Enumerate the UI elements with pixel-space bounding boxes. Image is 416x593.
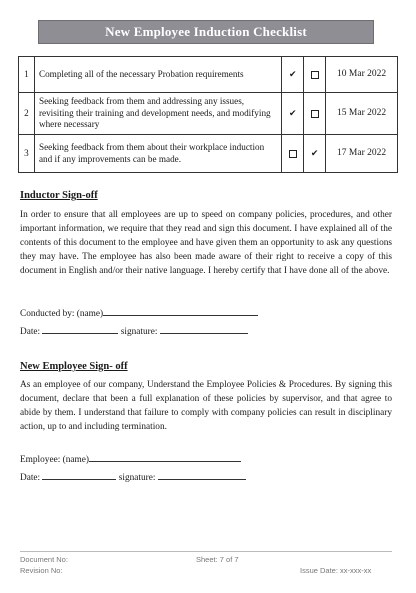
checkmark-icon: ✔ bbox=[288, 68, 297, 79]
row-date: 15 Mar 2022 bbox=[326, 93, 398, 135]
yes-checkbox[interactable] bbox=[282, 93, 304, 135]
checklist-row bbox=[19, 93, 398, 135]
employee-name-row bbox=[20, 453, 241, 465]
no-checkbox[interactable] bbox=[304, 93, 326, 135]
inductor-heading: Inductor Sign-off bbox=[20, 190, 98, 201]
row-description: Seeking feedback from them and addressing any issues, revisiting their training and development needs, and modifying where necessary bbox=[34, 93, 281, 135]
employee-date-label: Date: bbox=[20, 473, 41, 483]
row-date: 10 Mar 2022 bbox=[326, 57, 398, 93]
footer-issue-date: Issue Date: xx-xxx-xx bbox=[300, 566, 372, 575]
employee-name-field[interactable] bbox=[89, 453, 241, 462]
row-number: 2 bbox=[19, 93, 35, 135]
no-checkbox[interactable] bbox=[304, 135, 326, 173]
checklist-row bbox=[19, 57, 398, 93]
footer-revision-no: Revision No: bbox=[20, 566, 63, 575]
conducted-by-field[interactable] bbox=[103, 307, 258, 316]
empty-box-icon bbox=[311, 71, 319, 79]
empty-box-icon bbox=[289, 150, 297, 158]
employee-paragraph: As an employee of our company, Understand the Employee Policies & Procedures. By signing this document, declare that been a full explanation of these policies by supervisor, and that agree to abide by them. I understand that failure to comply with company policies can result in disciplinary action, up to and including termination. bbox=[20, 380, 392, 432]
employee-name-label: Employee: (name) bbox=[20, 455, 89, 465]
row-number: 3 bbox=[19, 135, 35, 173]
row-description: Seeking feedback from them about their workplace induction and if any improvements can be made. bbox=[34, 135, 281, 173]
checkmark-icon: ✔ bbox=[288, 107, 297, 118]
employee-signature-field[interactable] bbox=[158, 471, 246, 480]
inductor-paragraph: In order to ensure that all employees are up to speed on company policies, procedures, and other important information, we require that they read and sign this document. I have explained all of the contents of this document to the employee and have given them an opportunity to ask any questions they may have. The employee has also been made aware of their right to receive a copy of this document in English and/or their native language. I hereby certify that I have done all of the above. bbox=[20, 210, 392, 276]
empty-box-icon bbox=[311, 110, 319, 118]
yes-checkbox[interactable] bbox=[282, 135, 304, 173]
no-checkbox[interactable] bbox=[304, 57, 326, 93]
document-title: New Employee Induction Checklist bbox=[105, 24, 307, 39]
checklist-row bbox=[19, 135, 398, 173]
inductor-date-row bbox=[20, 325, 248, 337]
inductor-date-field[interactable] bbox=[42, 325, 118, 334]
row-number: 1 bbox=[19, 57, 35, 93]
checklist-table bbox=[18, 56, 398, 173]
inductor-signature-field[interactable] bbox=[160, 325, 248, 334]
inductor-signature-label: signature: bbox=[120, 327, 158, 337]
yes-checkbox[interactable] bbox=[282, 57, 304, 93]
employee-heading: New Employee Sign- off bbox=[20, 361, 128, 372]
checkmark-icon: ✔ bbox=[310, 147, 319, 158]
conducted-by-row bbox=[20, 307, 258, 319]
employee-date-row bbox=[20, 471, 246, 483]
row-date: 17 Mar 2022 bbox=[326, 135, 398, 173]
footer-document-no: Document No: bbox=[20, 555, 68, 564]
inductor-date-label: Date: bbox=[20, 327, 41, 337]
footer-sheet: Sheet: 7 of 7 bbox=[196, 555, 239, 564]
footer-divider bbox=[20, 551, 392, 552]
document-title-bar bbox=[38, 20, 374, 44]
row-description: Completing all of the necessary Probation requirements bbox=[34, 57, 281, 93]
conducted-by-label: Conducted by: (name) bbox=[20, 309, 104, 319]
employee-date-field[interactable] bbox=[42, 471, 116, 480]
employee-signature-label: signature: bbox=[118, 473, 156, 483]
